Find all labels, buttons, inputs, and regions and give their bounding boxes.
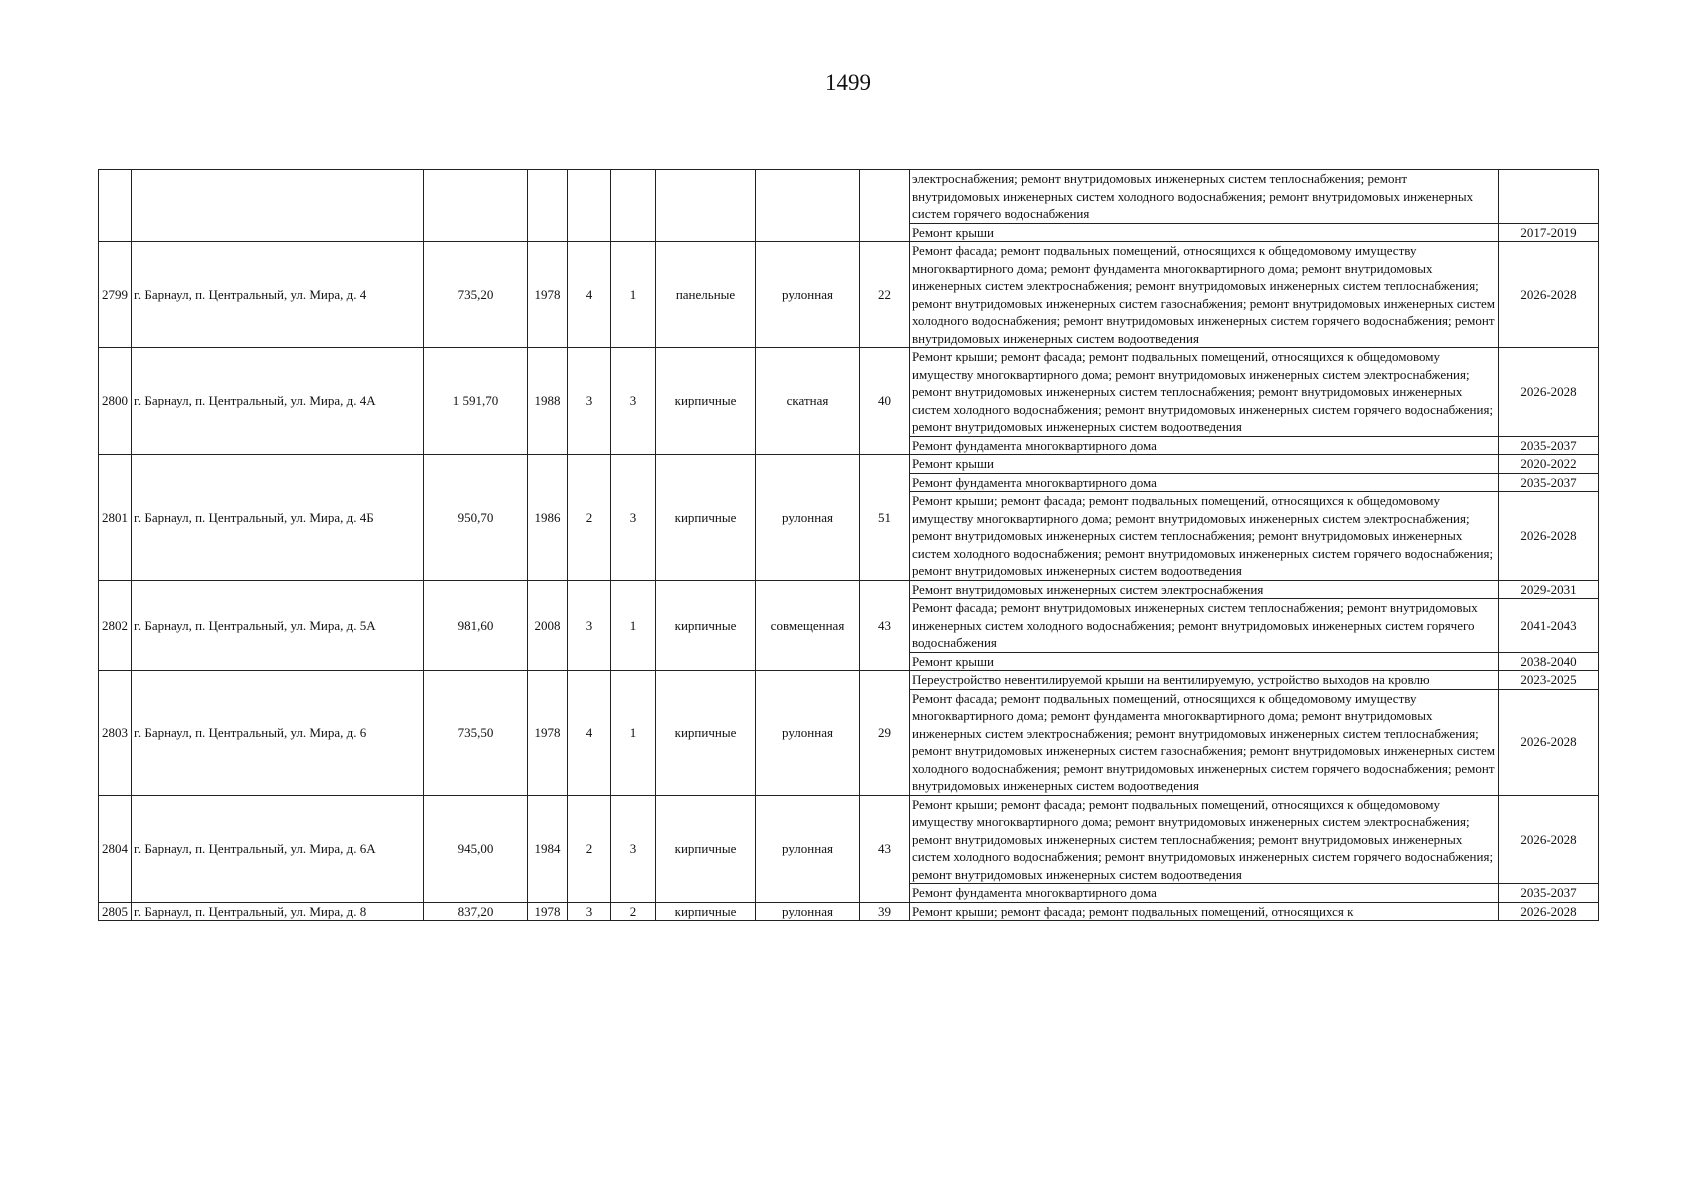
address-cell: г. Барнаул, п. Центральный, ул. Мира, д. 6 [132,671,424,796]
work-period-cell: 2026-2028 [1499,795,1599,884]
address-cell: г. Барнаул, п. Центральный, ул. Мира, д. 8 [132,902,424,921]
work-description-cell: Ремонт фундамента многоквартирного дома [910,473,1499,492]
work-description-cell: Ремонт крыши [910,223,1499,242]
roof-type-cell: рулонная [756,902,860,921]
entrances-cell [611,170,656,242]
address-cell: г. Барнаул, п. Центральный, ул. Мира, д. 5А [132,580,424,671]
roof-type-cell: рулонная [756,795,860,902]
table-body [99,170,1599,921]
year-cell: 1978 [528,902,568,921]
table-row [99,170,1599,224]
work-period-cell: 2026-2028 [1499,902,1599,921]
entrances-cell: 1 [611,671,656,796]
table-row [99,242,1599,348]
work-description-cell: Ремонт внутридомовых инженерных систем электроснабжения [910,580,1499,599]
roof-type-cell: рулонная [756,455,860,581]
work-description-cell: Ремонт фундамента многоквартирного дома [910,884,1499,903]
entrances-cell: 1 [611,242,656,348]
area-cell: 950,70 [424,455,528,581]
house-number: 2802 [99,580,132,671]
entrances-cell: 3 [611,348,656,455]
house-number: 2801 [99,455,132,581]
work-description-cell: Ремонт крыши; ремонт фасада; ремонт подвальных помещений, относящихся к [910,902,1499,921]
work-period-cell: 2026-2028 [1499,689,1599,795]
work-description-cell: Ремонт фасада; ремонт внутридомовых инженерных систем теплоснабжения; ремонт внутридомовых инженерных систем холодного водоснабжения; ремонт внутридомовых инженерных систем горячего водоснабжения [910,599,1499,653]
floors-cell: 4 [568,242,611,348]
year-cell: 1978 [528,671,568,796]
work-period-cell: 2041-2043 [1499,599,1599,653]
floors-cell: 3 [568,348,611,455]
address-cell: г. Барнаул, п. Центральный, ул. Мира, д. 4Б [132,455,424,581]
address-cell: г. Барнаул, п. Центральный, ул. Мира, д. 4А [132,348,424,455]
entrances-cell: 2 [611,902,656,921]
work-description-cell: Ремонт фасада; ремонт подвальных помещений, относящихся к общедомовому имуществу многоквартирного дома; ремонт фундамента многоквартирного дома; ремонт внутридомовых инженерных систем электроснабжения; ремонт внутридомовых инженерных систем теплоснабжения; ремонт внутридомовых инженерных систем газоснабжения; ремонт внутридомовых инженерных систем холодного водоснабжения; ремонт внутридомовых инженерных систем горячего водоснабжения; ремонт внутридомовых инженерных систем водоотведения [910,242,1499,348]
table-row [99,580,1599,599]
entrances-cell: 1 [611,580,656,671]
work-description-cell: Ремонт крыши; ремонт фасада; ремонт подвальных помещений, относящихся к общедомовому имуществу многоквартирного дома; ремонт внутридомовых инженерных систем электроснабжения; ремонт внутридомовых инженерных систем теплоснабжения; ремонт внутридомовых инженерных систем холодного водоснабжения; ремонт внутридомовых инженерных систем горячего водоснабжения; ремонт внутридомовых инженерных систем водоотведения [910,795,1499,884]
floors-cell: 2 [568,455,611,581]
house-number: 2803 [99,671,132,796]
area-cell: 837,20 [424,902,528,921]
roof-type-cell: рулонная [756,671,860,796]
wall-material-cell: панельные [656,242,756,348]
year-cell: 1988 [528,348,568,455]
year-cell [528,170,568,242]
area-cell: 945,00 [424,795,528,902]
year-cell: 1984 [528,795,568,902]
floors-cell: 3 [568,902,611,921]
work-description-cell: Ремонт крыши [910,455,1499,474]
work-period-cell: 2035-2037 [1499,473,1599,492]
work-description-cell: Переустройство невентилируемой крыши на вентилируемую, устройство выходов на кровлю [910,671,1499,690]
entrances-cell: 3 [611,455,656,581]
work-description-cell: Ремонт крыши; ремонт фасада; ремонт подвальных помещений, относящихся к общедомовому имуществу многоквартирного дома; ремонт внутридомовых инженерных систем электроснабжения; ремонт внутридомовых инженерных систем теплоснабжения; ремонт внутридомовых инженерных систем холодного водоснабжения; ремонт внутридомовых инженерных систем горячего водоснабжения; ремонт внутридомовых инженерных систем водоотведения [910,348,1499,437]
work-period-cell: 2026-2028 [1499,492,1599,581]
wear-cell: 40 [860,348,910,455]
wall-material-cell: кирпичные [656,795,756,902]
address-cell: г. Барнаул, п. Центральный, ул. Мира, д. 6А [132,795,424,902]
roof-type-cell: скатная [756,348,860,455]
address-cell: г. Барнаул, п. Центральный, ул. Мира, д. 4 [132,242,424,348]
work-period-cell: 2017-2019 [1499,223,1599,242]
year-cell: 1986 [528,455,568,581]
page-number: 1499 [825,70,871,95]
work-description-cell: электроснабжения; ремонт внутридомовых инженерных систем теплоснабжения; ремонт внутридомовых инженерных систем холодного водоснабжения; ремонт внутридомовых инженерных систем горячего водоснабжения [910,170,1499,224]
house-number: 2800 [99,348,132,455]
floors-cell [568,170,611,242]
work-period-cell: 2026-2028 [1499,242,1599,348]
wear-cell: 43 [860,580,910,671]
entrances-cell: 3 [611,795,656,902]
area-cell [424,170,528,242]
wear-cell: 43 [860,795,910,902]
work-period-cell: 2026-2028 [1499,348,1599,437]
work-period-cell: 2023-2025 [1499,671,1599,690]
capital-repair-table [98,169,1599,921]
house-number: 2805 [99,902,132,921]
table-row [99,671,1599,690]
roof-type-cell [756,170,860,242]
work-period-cell: 2038-2040 [1499,652,1599,671]
house-number: 2799 [99,242,132,348]
work-description-cell: Ремонт крыши; ремонт фасада; ремонт подвальных помещений, относящихся к общедомовому имуществу многоквартирного дома; ремонт внутридомовых инженерных систем электроснабжения; ремонт внутридомовых инженерных систем теплоснабжения; ремонт внутридомовых инженерных систем холодного водоснабжения; ремонт внутридомовых инженерных систем горячего водоснабжения; ремонт внутридомовых инженерных систем водоотведения [910,492,1499,581]
table-row [99,455,1599,474]
work-period-cell: 2020-2022 [1499,455,1599,474]
area-cell: 981,60 [424,580,528,671]
work-period-cell: 2035-2037 [1499,436,1599,455]
wall-material-cell: кирпичные [656,580,756,671]
wall-material-cell: кирпичные [656,348,756,455]
work-description-cell: Ремонт фасада; ремонт подвальных помещений, относящихся к общедомовому имуществу многоквартирного дома; ремонт фундамента многоквартирного дома; ремонт внутридомовых инженерных систем электроснабжения; ремонт внутридомовых инженерных систем теплоснабжения; ремонт внутридомовых инженерных систем газоснабжения; ремонт внутридомовых инженерных систем холодного водоснабжения; ремонт внутридомовых инженерных систем горячего водоснабжения; ремонт внутридомовых инженерных систем водоотведения [910,689,1499,795]
wear-cell [860,170,910,242]
floors-cell: 3 [568,580,611,671]
table-row [99,902,1599,921]
work-period-cell [1499,170,1599,224]
wall-material-cell [656,170,756,242]
area-cell: 735,50 [424,671,528,796]
wall-material-cell: кирпичные [656,902,756,921]
wear-cell: 51 [860,455,910,581]
year-cell: 2008 [528,580,568,671]
address-cell [132,170,424,242]
wall-material-cell: кирпичные [656,671,756,796]
area-cell: 1 591,70 [424,348,528,455]
house-number [99,170,132,242]
work-period-cell: 2029-2031 [1499,580,1599,599]
wear-cell: 29 [860,671,910,796]
house-number: 2804 [99,795,132,902]
table-row [99,795,1599,884]
table-row [99,348,1599,437]
roof-type-cell: совмещенная [756,580,860,671]
wear-cell: 22 [860,242,910,348]
work-period-cell: 2035-2037 [1499,884,1599,903]
floors-cell: 4 [568,671,611,796]
work-description-cell: Ремонт фундамента многоквартирного дома [910,436,1499,455]
year-cell: 1978 [528,242,568,348]
work-description-cell: Ремонт крыши [910,652,1499,671]
wall-material-cell: кирпичные [656,455,756,581]
roof-type-cell: рулонная [756,242,860,348]
area-cell: 735,20 [424,242,528,348]
wear-cell: 39 [860,902,910,921]
floors-cell: 2 [568,795,611,902]
